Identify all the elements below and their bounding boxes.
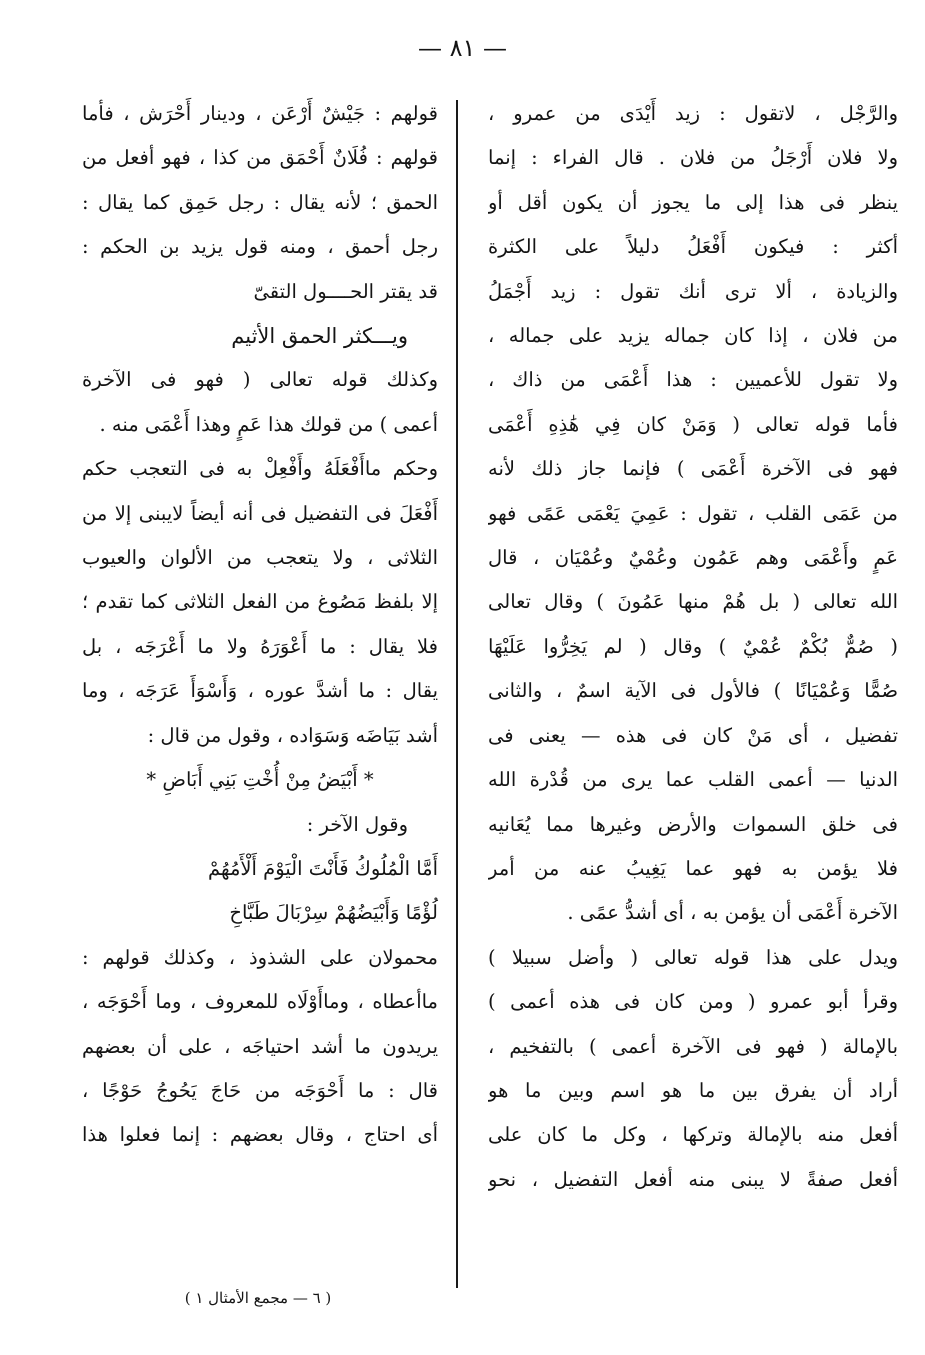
text-line: أَفْعَلَ فى التفضيل فى أنه أيضاً لايبنى إلا من — [82, 501, 438, 525]
text-line: قال : ما أَحْوَجَه من حَاجَ يَحُوجُ حَوْجًا ، — [82, 1078, 438, 1102]
text-line: الدنيا — أعمى القلب عما يرى من قُدْرة الله — [488, 768, 898, 792]
text-line: والزيادة ، ألا ترى أنك تقول : زيد أَجْمَلُ — [488, 279, 898, 303]
text-line: أكثر : فيكون أَفْعَلُ دليلاً على الكثرة — [488, 235, 898, 259]
text-line: إلا بلفظ مَصُوغ من الفعل الثلاثى كما تقدم ؛ — [82, 590, 438, 614]
text-line: قولهم : فُلَانٌ أَحْمَق من كذا ، فهو أفعل من — [82, 146, 438, 170]
verse-line: قد يقتر الحــــول التقىّ — [253, 279, 438, 303]
text-line: من عَمَى القلب ، تقول : عَمِيَ يَعْمَى عَمًى فهو — [488, 501, 898, 525]
text-line: رجل أحمق ، ومنه قول يزيد بن الحكم : — [82, 235, 438, 259]
text-line: ولا فلان أَرْجَلُ من فلان . قال الفراء : إنما — [488, 146, 898, 170]
text-line: أفعل منه بالإمالة وتركها ، وكل ما كان على — [488, 1123, 898, 1147]
verse-line: أَمَّا الْمُلُوكُ فَأَنْتَ الْيَوْمَ أَلْأَمُهُمْ — [207, 856, 438, 880]
text-line: فلا يقال : ما أَعْوَرَهُ ولا ما أَعْرَجَه ، بل — [82, 634, 438, 658]
text-line: أعمى ) من قولك هذا عَمٍ وهذا أَعْمَى منه . — [99, 412, 438, 436]
text-line: ينظر فى هذا إلى ما يجوز أن يكون أقل أو — [488, 190, 898, 214]
text-line: أى احتاج ، وقال بعضهم : إنما فعلوا هذا — [82, 1123, 438, 1147]
text-line: محمولان على الشذوذ ، وكذلك قولهم : — [82, 945, 438, 969]
footer-note: ( ٦ — مجمع الأمثال ١ ) — [184, 1289, 332, 1307]
right-column — [488, 92, 898, 1202]
text-line: ويدل على هذا قوله تعالى ( وأضل سبيلا ) — [488, 945, 898, 969]
text-line: ( صُمٌّ بُكْمٌ عُمْيٌ ) وقال ( لم يَخِرُّوا عَلَيْهَا — [488, 634, 898, 658]
text-line: يقال : ما أشدَّ عوره ، وَأَسْوَأَ عَرَجَه ، وما — [82, 679, 438, 703]
text-line: فأما قوله تعالى ( وَمَنْ كان فِي هَٰذِهِ أَعْمَى — [488, 412, 898, 436]
verse-line: لُؤْمًا وَأَبْيَضُهُمْ سِرْبَالَ طَبَّاخِ — [229, 901, 438, 925]
text-line: والرَّجْل ، لاتقول : زيد أَيْدَى من عمرو ، — [488, 102, 898, 125]
text-line: وحكم ماأَفْعَلَهُ وأَفْعِلْ به فى التعجب حكم — [82, 457, 438, 481]
text-line: عَمٍ وأَعْمَى وهم عَمُون وعُمْيٌ وعُمْيَان ، قال — [488, 546, 898, 570]
text-line: الآخرة أَعْمَى أن يؤمن به ، أى أشدُّ عمًى . — [567, 901, 898, 925]
text-line: قولهم : جَيْشٌ أَرْعَن ، ودينار أَحْرَش ، فأما — [82, 102, 438, 125]
text-line: يريدون ما أشد احتياجَه ، على أن بعضهم — [82, 1034, 438, 1058]
text-line: صُمًّا وَعُمْيَانًا ) فالأول فى الآية اسمٌ ، والثانى — [488, 679, 898, 703]
text-line: تفضيل ، أى مَنْ كان فى هذه — يعنى فى — [488, 723, 898, 747]
left-column — [82, 92, 438, 1158]
text-line: الحمق ؛ لأنه يقال : رجل حَمِق كما يقال : — [82, 190, 438, 214]
text-line: ولا تقول للأعميين : هذا أَعْمَى من ذاك ، — [488, 368, 898, 392]
verse-line: ويـــكثر الحمق الأثيم — [231, 324, 408, 349]
column-divider — [456, 100, 458, 1288]
text-line: وقرأ أبو عمرو ( ومن كان فى هذه أعمى ) — [488, 990, 898, 1014]
text-line: ماأعطاه ، وماأَوْلَاه للمعروف ، وما أَحْوَجَه ، — [82, 990, 438, 1014]
text-line: أشد بَيَاضَه وَسَوَاده ، وقول من قال : — [147, 723, 438, 747]
verse-line: * أَبْيَضُ مِنْ أُخْتِ بَنِي أَبَاضِ * — [146, 768, 374, 792]
text-line: فهو فى الآخرة أَعْمَى ) فإنما جاز ذلك لأنه — [488, 457, 898, 481]
text-line: فلا يؤمن به فهو عما يَغِيبُ عنه من أمر — [488, 856, 898, 880]
text-line: أفعل صفةً لا يبنى منه أفعل التفضيل ، نحو — [488, 1167, 898, 1191]
page-number: — ٨١ — — [417, 34, 508, 62]
text-line: بالإمالة ( فهو فى الآخرة أعمى ) بالتفخيم ، — [488, 1034, 898, 1058]
text-line: فى خلق السموات والأرض وغيرها مما يُعَانيه — [488, 812, 898, 836]
text-line: من فلان ، إذا كان جماله يزيد على جماله ، — [488, 324, 898, 348]
text-line: الثلاثى ، ولا يتعجب من الألوان والعيوب — [82, 546, 438, 570]
text-line: أراد أن يفرق بين ما هو اسم وبين ما هو — [488, 1078, 898, 1102]
verse-intro: وقول الآخر : — [306, 812, 408, 836]
text-line: وكذلك قوله تعالى ( فهو فى الآخرة — [82, 368, 438, 392]
text-line: الله تعالى ( بل هُمْ منها عَمُونَ ) وقال تعالى — [488, 590, 898, 614]
